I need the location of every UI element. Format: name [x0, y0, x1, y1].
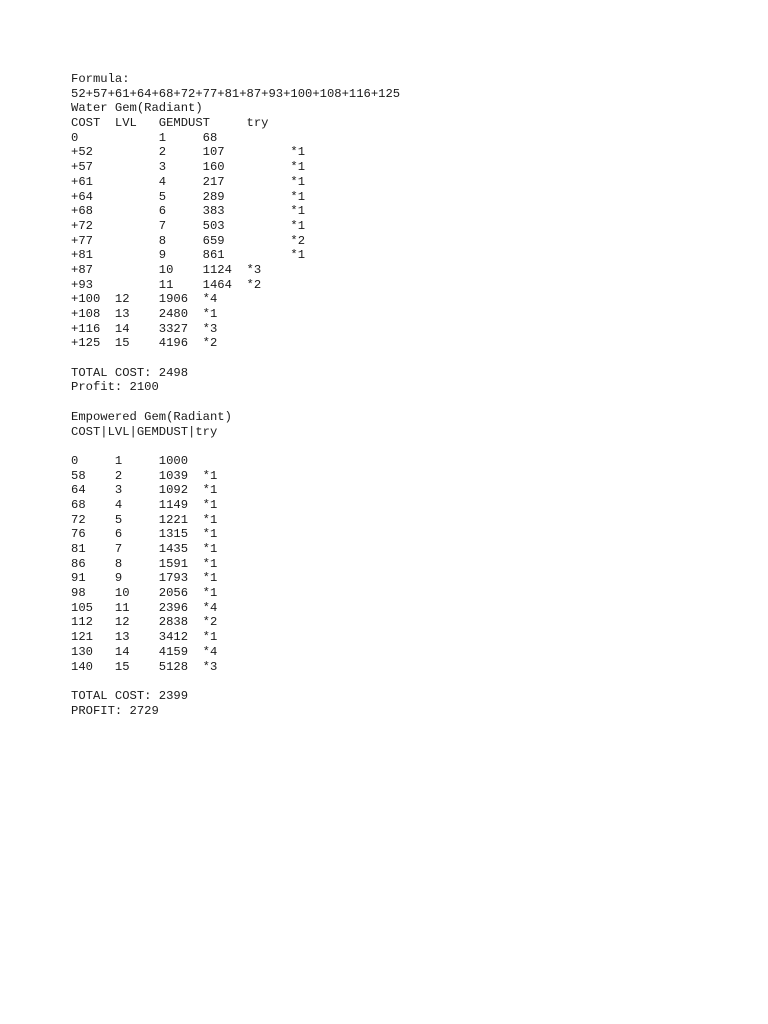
formula-label: Formula:	[71, 72, 130, 86]
table-row: +72 7 503 *1	[71, 218, 306, 233]
table-row: 105 11 2396 *4	[71, 600, 218, 615]
table-row: 130 14 4159 *4	[71, 644, 218, 659]
table-row: +81 9 861 *1	[71, 248, 306, 263]
water-gem-table	[71, 131, 400, 351]
table-row: +116 14 3327 *3	[71, 321, 218, 336]
table-row: 98 10 2056 *1	[71, 586, 218, 601]
table-row: +68 6 383 *1	[71, 204, 306, 219]
empowered-gem-total-cost: TOTAL COST: 2399	[71, 688, 189, 703]
empowered-gem-profit: PROFIT: 2729	[71, 703, 159, 718]
table-row: 58 2 1039 *1	[71, 468, 218, 483]
spacer	[71, 674, 400, 689]
table-row: +77 8 659 *2	[71, 233, 306, 248]
table-row: 121 13 3412 *1	[71, 630, 218, 645]
spacer	[71, 351, 400, 366]
table-row: 0 1 1000	[71, 453, 189, 468]
water-gem-total-cost: TOTAL COST: 2498	[71, 365, 189, 380]
table-row: +52 2 107 *1	[71, 145, 306, 160]
table-row: +61 4 217 *1	[71, 174, 306, 189]
table-row: +93 11 1464 *2	[71, 277, 262, 292]
empowered-gem-header: COST|LVL|GEMDUST|try	[71, 424, 218, 439]
table-row: 140 15 5128 *3	[71, 659, 218, 674]
table-row: 64 3 1092 *1	[71, 483, 218, 498]
table-row: 81 7 1435 *1	[71, 542, 218, 556]
empowered-gem-table	[71, 454, 400, 674]
water-gem-header: COST LVL GEMDUST try	[71, 116, 269, 131]
table-row: 86 8 1591 *1	[71, 556, 218, 571]
water-gem-title: Water Gem(Radiant)	[71, 101, 203, 116]
table-row: 76 6 1315 *1	[71, 527, 218, 542]
table-row: +125 15 4196 *2	[71, 336, 218, 351]
table-row: 72 5 1221 *1	[71, 512, 218, 527]
table-row: 68 4 1149 *1	[71, 497, 218, 512]
formula-expression: 52+57+61+64+68+72+77+81+87+93+100+108+116+125	[71, 86, 401, 101]
table-row: +100 12 1906 *4	[71, 292, 218, 307]
table-row: +87 10 1124 *3	[71, 262, 262, 277]
table-row: +64 5 289 *1	[71, 189, 306, 204]
table-row: +108 13 2480 *1	[71, 307, 218, 321]
table-row: 0 1 68	[71, 130, 218, 145]
table-row: +57 3 160 *1	[71, 160, 306, 175]
water-gem-profit: Profit: 2100	[71, 380, 159, 395]
table-row: 91 9 1793 *1	[71, 571, 218, 586]
table-row: 112 12 2838 *2	[71, 615, 218, 630]
empowered-gem-title: Empowered Gem(Radiant)	[71, 409, 232, 424]
document-body	[71, 72, 400, 718]
spacer	[71, 439, 400, 454]
spacer	[71, 395, 400, 410]
